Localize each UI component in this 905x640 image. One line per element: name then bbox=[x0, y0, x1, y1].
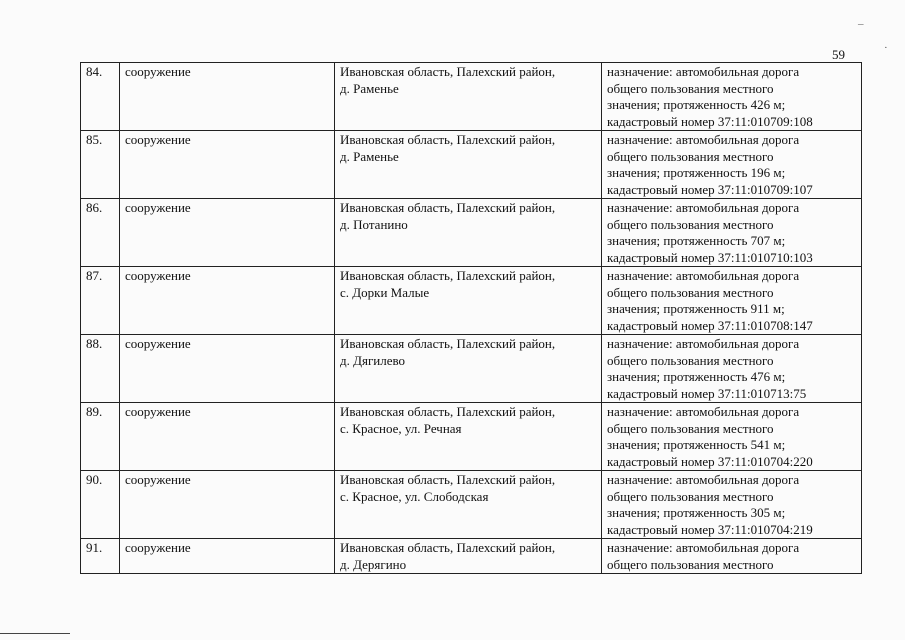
address-line: Ивановская область, Палехский район, bbox=[340, 132, 556, 147]
object-type: сооружение bbox=[120, 335, 335, 403]
address-line: Ивановская область, Палехский район, bbox=[340, 472, 556, 487]
table-row bbox=[81, 471, 862, 539]
description-line: кадастровый номер 37:11:010708:147 bbox=[607, 317, 813, 333]
description-line: назначение: автомобильная дорога bbox=[607, 540, 800, 555]
address-line: д. Раменье bbox=[340, 148, 399, 164]
object-description bbox=[602, 539, 862, 574]
description-line: значения; протяженность 196 м; bbox=[607, 165, 786, 180]
object-address bbox=[335, 335, 602, 403]
description-line: назначение: автомобильная дорога bbox=[607, 268, 800, 283]
table-row bbox=[81, 335, 862, 403]
description-line: кадастровый номер 37:11:010704:220 bbox=[607, 453, 813, 469]
object-type: сооружение bbox=[120, 131, 335, 199]
description-line: общего пользования местного bbox=[607, 284, 774, 300]
table-row bbox=[81, 403, 862, 471]
scan-speck: – bbox=[858, 18, 864, 30]
scan-speck: · bbox=[884, 42, 888, 54]
description-line: значения; протяженность 911 м; bbox=[607, 301, 785, 316]
description-line: назначение: автомобильная дорога bbox=[607, 132, 800, 147]
object-type: сооружение bbox=[120, 63, 335, 131]
table-row bbox=[81, 199, 862, 267]
description-line: общего пользования местного bbox=[607, 352, 774, 368]
description-line: общего пользования местного bbox=[607, 216, 774, 232]
address-line: д. Дерягино bbox=[340, 556, 407, 572]
row-number: 84. bbox=[81, 63, 120, 131]
description-line: назначение: автомобильная дорога bbox=[607, 404, 800, 419]
page-number: 59 bbox=[832, 47, 845, 62]
address-line: д. Раменье bbox=[340, 80, 399, 96]
object-description bbox=[602, 199, 862, 267]
description-line: кадастровый номер 37:11:010704:219 bbox=[607, 521, 813, 537]
row-number: 87. bbox=[81, 267, 120, 335]
row-number: 91. bbox=[81, 539, 120, 574]
description-line: значения; протяженность 476 м; bbox=[607, 369, 786, 384]
description-line: назначение: автомобильная дорога bbox=[607, 200, 800, 215]
row-number: 88. bbox=[81, 335, 120, 403]
object-address bbox=[335, 539, 602, 574]
object-type: сооружение bbox=[120, 267, 335, 335]
object-description bbox=[602, 335, 862, 403]
description-line: общего пользования местного bbox=[607, 488, 774, 504]
object-type: сооружение bbox=[120, 471, 335, 539]
address-line: Ивановская область, Палехский район, bbox=[340, 200, 556, 215]
address-line: Ивановская область, Палехский район, bbox=[340, 404, 556, 419]
description-line: кадастровый номер 37:11:010709:107 bbox=[607, 181, 813, 197]
description-line: общего пользования местного bbox=[607, 148, 774, 164]
object-type: сооружение bbox=[120, 199, 335, 267]
object-type: сооружение bbox=[120, 403, 335, 471]
object-address bbox=[335, 63, 602, 131]
description-line: назначение: автомобильная дорога bbox=[607, 472, 800, 487]
address-line: Ивановская область, Палехский район, bbox=[340, 268, 556, 283]
object-description bbox=[602, 471, 862, 539]
object-address bbox=[335, 131, 602, 199]
address-line: д. Дягилево bbox=[340, 352, 406, 368]
object-address bbox=[335, 471, 602, 539]
row-number: 89. bbox=[81, 403, 120, 471]
address-line: д. Потанино bbox=[340, 216, 408, 232]
description-line: назначение: автомобильная дорога bbox=[607, 64, 800, 79]
description-line: значения; протяженность 305 м; bbox=[607, 505, 786, 520]
description-line: значения; протяженность 707 м; bbox=[607, 233, 786, 248]
table-row bbox=[81, 131, 862, 199]
table-row bbox=[81, 63, 862, 131]
object-address bbox=[335, 199, 602, 267]
address-line: с. Дорки Малые bbox=[340, 284, 430, 300]
registry-table bbox=[80, 62, 862, 574]
description-line: общего пользования местного bbox=[607, 80, 774, 96]
description-line: назначение: автомобильная дорога bbox=[607, 336, 800, 351]
object-address bbox=[335, 403, 602, 471]
row-number: 90. bbox=[81, 471, 120, 539]
object-address bbox=[335, 267, 602, 335]
object-description bbox=[602, 403, 862, 471]
address-line: Ивановская область, Палехский район, bbox=[340, 64, 556, 79]
description-line: кадастровый номер 37:11:010709:108 bbox=[607, 113, 813, 129]
object-description bbox=[602, 63, 862, 131]
description-line: кадастровый номер 37:11:010710:103 bbox=[607, 249, 813, 265]
address-line: Ивановская область, Палехский район, bbox=[340, 336, 556, 351]
row-number: 85. bbox=[81, 131, 120, 199]
address-line: с. Красное, ул. Речная bbox=[340, 420, 462, 436]
object-type: сооружение bbox=[120, 539, 335, 574]
object-description bbox=[602, 267, 862, 335]
description-line: значения; протяженность 541 м; bbox=[607, 437, 786, 452]
table-row bbox=[81, 267, 862, 335]
row-number: 86. bbox=[81, 199, 120, 267]
description-line: значения; протяженность 426 м; bbox=[607, 97, 786, 112]
object-description bbox=[602, 131, 862, 199]
address-line: с. Красное, ул. Слободская bbox=[340, 488, 489, 504]
description-line: общего пользования местного bbox=[607, 420, 774, 436]
description-line: общего пользования местного bbox=[607, 556, 774, 572]
description-line: кадастровый номер 37:11:010713:75 bbox=[607, 385, 807, 401]
address-line: Ивановская область, Палехский район, bbox=[340, 540, 556, 555]
table-row bbox=[81, 539, 862, 574]
scan-artifact-line bbox=[0, 633, 70, 634]
